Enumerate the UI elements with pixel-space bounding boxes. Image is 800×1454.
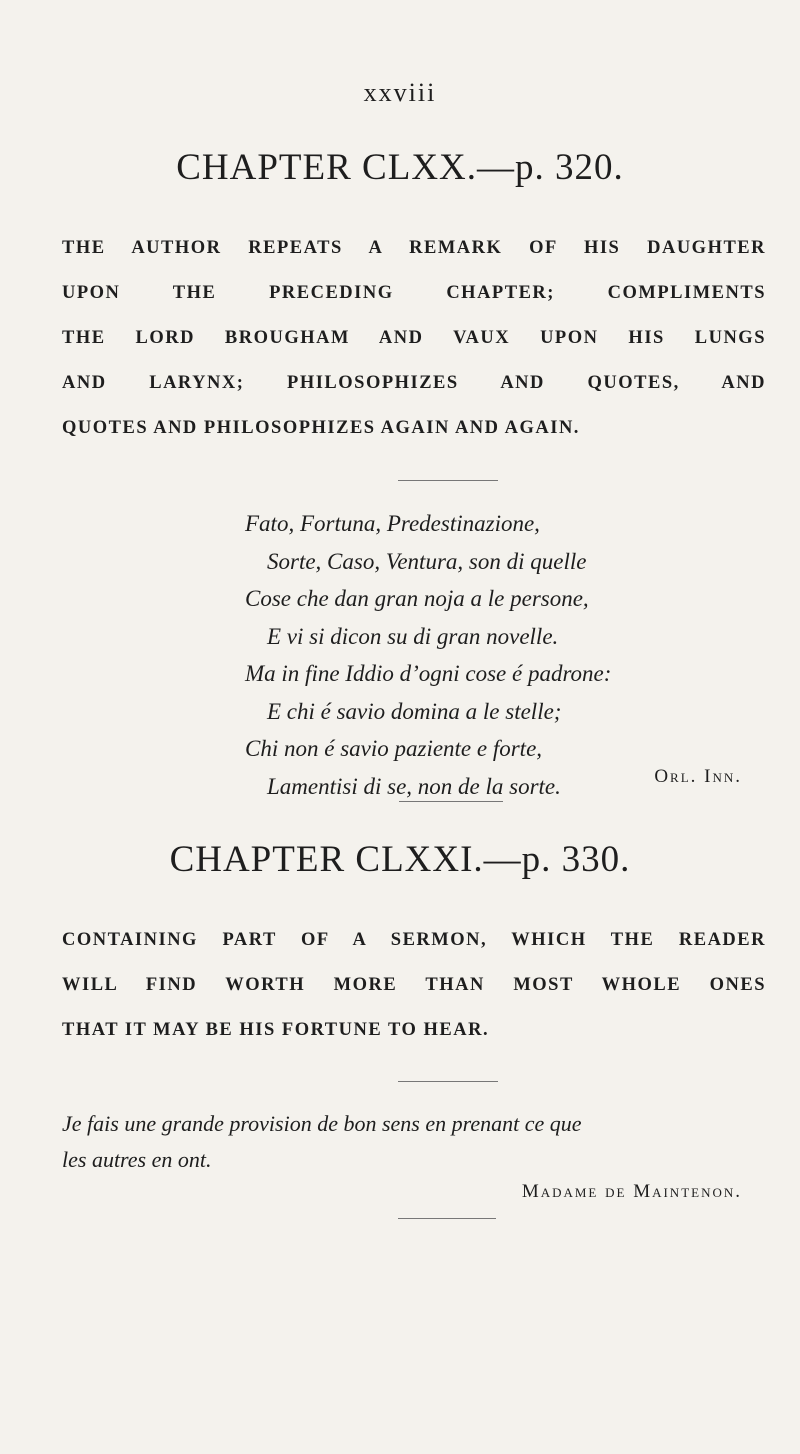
- section-divider: [399, 801, 503, 802]
- quote-attribution: Madame de Maintenon.: [521, 1181, 742, 1202]
- summary-line: THE LORD BROUGHAM AND VAUX UPON HIS LUNGS: [62, 328, 766, 348]
- section-divider: [398, 480, 498, 481]
- italian-verse: [245, 505, 765, 805]
- summary-line: AND LARYNX; PHILOSOPHIZES AND QUOTES, AND: [62, 373, 766, 393]
- summary-line: THAT IT MAY BE HIS FORTUNE TO HEAR.: [62, 1020, 490, 1040]
- chapter-170-heading: CHAPTER CLXX.—p. 320.: [176, 147, 624, 188]
- quote-line: les autres en ont.: [62, 1147, 212, 1172]
- verse-line: E vi si dicon su di gran novelle.: [267, 623, 559, 649]
- verse-line: E chi é savio domina a le stelle;: [267, 698, 562, 724]
- summary-line: WILL FIND WORTH MORE THAN MOST WHOLE ONES: [62, 975, 766, 995]
- chapter-170-summary: [62, 226, 766, 451]
- chapter-171-heading: CHAPTER CLXXI.—p. 330.: [169, 839, 631, 880]
- summary-line: THE AUTHOR REPEATS A REMARK OF HIS DAUGHTER: [62, 238, 766, 258]
- summary-line: CONTAINING PART OF A SERMON, WHICH THE READER: [62, 930, 766, 950]
- summary-line: UPON THE PRECEDING CHAPTER; COMPLIMENTS: [62, 283, 766, 303]
- section-divider: [398, 1218, 496, 1219]
- verse-line: Cose che dan gran noja a le persone,: [245, 586, 589, 611]
- verse-line: Chi non é savio paziente e forte,: [245, 736, 543, 761]
- verse-attribution: Orl. Inn.: [654, 766, 742, 787]
- section-divider: [398, 1081, 498, 1082]
- verse-line: Fato, Fortuna, Predestinazione,: [245, 511, 540, 536]
- summary-line: QUOTES AND PHILOSOPHIZES AGAIN AND AGAIN.: [62, 418, 580, 438]
- verse-line: Sorte, Caso, Ventura, son di quelle: [267, 548, 587, 574]
- verse-line: Ma in fine Iddio d’ogni cose é padrone:: [245, 661, 612, 686]
- verse-line: Lamentisi di se, non de la sorte.: [267, 773, 561, 799]
- page-number: xxviii: [363, 78, 437, 107]
- chapter-171-summary: [62, 918, 766, 1053]
- quote-line: Je fais une grande provision de bon sens en prenant ce que: [62, 1111, 582, 1136]
- french-quote: [62, 1106, 766, 1178]
